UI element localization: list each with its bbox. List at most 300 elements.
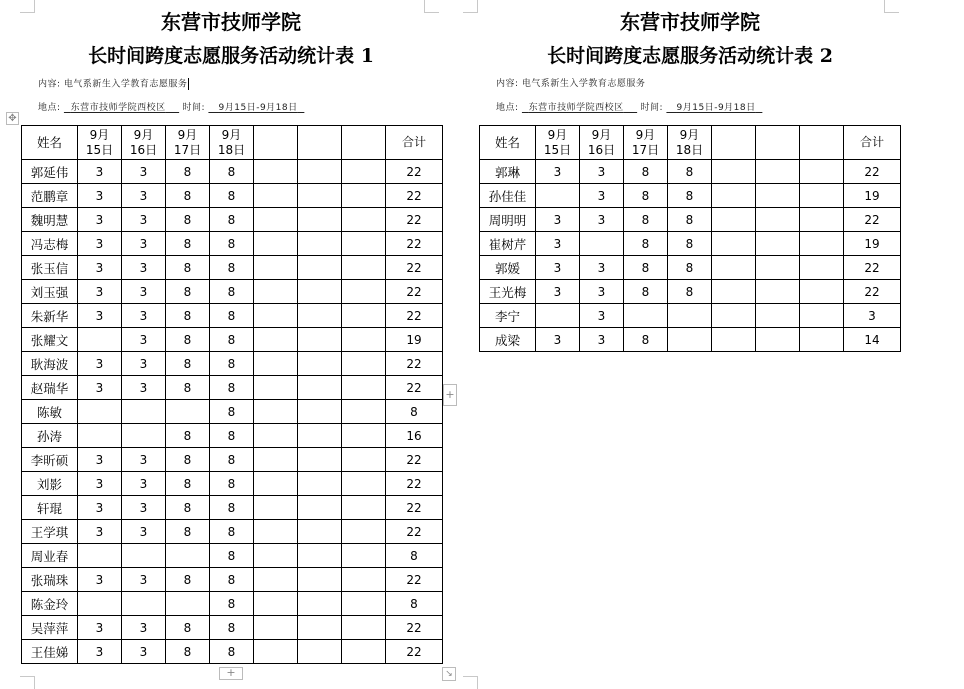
empty-cell[interactable] [756, 184, 800, 208]
add-column-handle-icon[interactable]: + [443, 384, 457, 406]
table-row [22, 160, 443, 184]
total-cell[interactable]: 22 [844, 208, 901, 232]
empty-cell[interactable] [712, 328, 756, 352]
hours-cell[interactable] [166, 544, 210, 568]
hours-cell[interactable] [122, 400, 166, 424]
empty-cell[interactable] [254, 496, 298, 520]
name-cell[interactable]: 陈金玲 [22, 592, 78, 616]
name-cell[interactable]: 范鹏章 [22, 184, 78, 208]
hours-cell[interactable]: 8 [210, 256, 254, 280]
hours-cell[interactable]: 8 [210, 568, 254, 592]
time-value: 9月15日-9月18日 [676, 103, 756, 113]
total-cell[interactable]: 22 [844, 280, 901, 304]
empty-cell[interactable] [254, 616, 298, 640]
hours-cell[interactable]: 3 [580, 280, 624, 304]
hours-cell[interactable]: 8 [668, 256, 712, 280]
name-cell[interactable]: 王学琪 [22, 520, 78, 544]
hours-cell[interactable]: 8 [210, 616, 254, 640]
name-cell[interactable]: 朱新华 [22, 304, 78, 328]
name-cell[interactable]: 刘玉强 [22, 280, 78, 304]
empty-cell[interactable] [756, 126, 800, 160]
hours-cell[interactable]: 3 [78, 160, 122, 184]
total-cell[interactable]: 22 [386, 376, 443, 400]
name-cell[interactable]: 孙佳佳 [480, 184, 536, 208]
empty-cell[interactable] [254, 328, 298, 352]
hours-cell[interactable] [536, 184, 580, 208]
empty-cell[interactable] [342, 352, 386, 376]
hours-cell[interactable] [536, 304, 580, 328]
table-move-handle-icon[interactable]: ✥ [6, 112, 19, 125]
hours-cell[interactable]: 8 [166, 352, 210, 376]
empty-cell[interactable] [254, 256, 298, 280]
hours-cell[interactable] [122, 424, 166, 448]
hours-cell[interactable]: 8 [166, 256, 210, 280]
header-day[interactable] [166, 126, 210, 160]
hours-cell[interactable]: 3 [536, 280, 580, 304]
hours-cell[interactable]: 3 [122, 472, 166, 496]
header-date: 17日 [631, 142, 660, 157]
hours-cell[interactable]: 3 [122, 232, 166, 256]
empty-cell[interactable] [712, 160, 756, 184]
header-day[interactable] [580, 126, 624, 160]
name-cell[interactable]: 轩琨 [22, 496, 78, 520]
time-label: 时间: [640, 103, 664, 113]
hours-cell[interactable]: 3 [122, 280, 166, 304]
name-cell[interactable]: 魏明慧 [22, 208, 78, 232]
empty-cell[interactable] [254, 472, 298, 496]
empty-cell[interactable] [712, 280, 756, 304]
hours-cell[interactable]: 8 [210, 640, 254, 664]
total-cell[interactable]: 22 [386, 568, 443, 592]
hours-cell[interactable]: 8 [210, 448, 254, 472]
hours-cell[interactable]: 3 [122, 376, 166, 400]
empty-cell[interactable] [712, 126, 756, 160]
hours-cell[interactable]: 3 [78, 472, 122, 496]
name-cell[interactable]: 赵瑞华 [22, 376, 78, 400]
empty-cell[interactable] [800, 304, 844, 328]
hours-cell[interactable]: 8 [624, 328, 668, 352]
total-cell[interactable]: 22 [386, 280, 443, 304]
hours-cell[interactable]: 8 [210, 280, 254, 304]
add-row-handle-icon[interactable]: + [219, 667, 243, 680]
hours-cell[interactable]: 8 [166, 496, 210, 520]
total-cell[interactable]: 22 [386, 520, 443, 544]
hours-cell[interactable]: 8 [166, 448, 210, 472]
hours-cell[interactable]: 8 [668, 184, 712, 208]
name-cell[interactable]: 李宁 [480, 304, 536, 328]
empty-cell[interactable] [298, 160, 342, 184]
empty-cell[interactable] [298, 496, 342, 520]
name-cell[interactable]: 郭延伟 [22, 160, 78, 184]
empty-cell[interactable] [342, 376, 386, 400]
header-day[interactable] [78, 126, 122, 160]
hours-cell[interactable]: 3 [122, 304, 166, 328]
hours-cell[interactable] [166, 400, 210, 424]
table-row [22, 400, 443, 424]
empty-cell[interactable] [342, 520, 386, 544]
empty-cell[interactable] [712, 304, 756, 328]
empty-cell[interactable] [254, 160, 298, 184]
empty-cell[interactable] [342, 160, 386, 184]
empty-cell[interactable] [254, 376, 298, 400]
name-cell[interactable]: 崔树芹 [480, 232, 536, 256]
total-cell[interactable]: 19 [844, 232, 901, 256]
hours-cell[interactable]: 8 [210, 232, 254, 256]
empty-cell[interactable] [298, 448, 342, 472]
hours-cell[interactable]: 3 [122, 184, 166, 208]
header-day[interactable] [624, 126, 668, 160]
hours-cell[interactable]: 3 [122, 448, 166, 472]
empty-cell[interactable] [254, 568, 298, 592]
empty-cell[interactable] [342, 304, 386, 328]
total-cell[interactable]: 22 [386, 208, 443, 232]
name-cell[interactable]: 吴萍萍 [22, 616, 78, 640]
hours-cell[interactable]: 3 [78, 304, 122, 328]
empty-cell[interactable] [756, 208, 800, 232]
hours-cell[interactable]: 8 [210, 352, 254, 376]
name-cell[interactable]: 李昕硕 [22, 448, 78, 472]
name-cell[interactable]: 孙涛 [22, 424, 78, 448]
empty-cell[interactable] [800, 160, 844, 184]
total-cell[interactable]: 22 [386, 496, 443, 520]
empty-cell[interactable] [342, 184, 386, 208]
empty-cell[interactable] [298, 280, 342, 304]
empty-cell[interactable] [342, 544, 386, 568]
hours-cell[interactable]: 8 [624, 208, 668, 232]
hours-cell[interactable]: 3 [78, 280, 122, 304]
total-cell[interactable]: 8 [386, 544, 443, 568]
hours-cell[interactable]: 3 [580, 256, 624, 280]
empty-cell[interactable] [712, 232, 756, 256]
name-cell[interactable]: 张瑞珠 [22, 568, 78, 592]
total-cell[interactable]: 22 [386, 640, 443, 664]
name-cell[interactable]: 郭媛 [480, 256, 536, 280]
empty-cell[interactable] [712, 184, 756, 208]
total-cell[interactable]: 22 [386, 160, 443, 184]
total-cell[interactable]: 8 [386, 592, 443, 616]
empty-cell[interactable] [298, 592, 342, 616]
hours-cell[interactable]: 8 [210, 184, 254, 208]
empty-cell[interactable] [298, 472, 342, 496]
empty-cell[interactable] [342, 400, 386, 424]
hours-cell[interactable]: 3 [580, 208, 624, 232]
empty-cell[interactable] [342, 280, 386, 304]
hours-cell[interactable]: 3 [78, 208, 122, 232]
hours-cell[interactable]: 8 [210, 400, 254, 424]
hours-cell[interactable]: 3 [78, 496, 122, 520]
hours-cell[interactable] [166, 592, 210, 616]
header-day[interactable] [210, 126, 254, 160]
empty-cell[interactable] [342, 126, 386, 160]
empty-cell[interactable] [756, 304, 800, 328]
empty-cell[interactable] [756, 328, 800, 352]
hours-cell[interactable]: 3 [122, 352, 166, 376]
hours-cell[interactable] [624, 304, 668, 328]
header-total[interactable]: 合计 [844, 126, 901, 160]
hours-cell[interactable]: 8 [210, 544, 254, 568]
hours-cell[interactable]: 8 [166, 184, 210, 208]
hours-cell[interactable]: 3 [78, 256, 122, 280]
hours-cell[interactable]: 8 [668, 232, 712, 256]
total-cell[interactable]: 22 [386, 352, 443, 376]
total-cell[interactable]: 16 [386, 424, 443, 448]
hours-cell[interactable]: 3 [78, 520, 122, 544]
hours-cell[interactable]: 3 [536, 208, 580, 232]
empty-cell[interactable] [298, 232, 342, 256]
name-cell[interactable]: 陈敏 [22, 400, 78, 424]
empty-cell[interactable] [254, 280, 298, 304]
hours-cell[interactable]: 3 [580, 328, 624, 352]
hours-cell[interactable] [668, 304, 712, 328]
empty-cell[interactable] [342, 616, 386, 640]
hours-cell[interactable]: 8 [210, 328, 254, 352]
hours-cell[interactable]: 8 [166, 472, 210, 496]
hours-cell[interactable]: 8 [210, 160, 254, 184]
empty-cell[interactable] [342, 448, 386, 472]
place-time-line[interactable] [38, 102, 304, 114]
hours-cell[interactable]: 8 [166, 208, 210, 232]
total-cell[interactable]: 22 [386, 472, 443, 496]
hours-cell[interactable]: 8 [166, 376, 210, 400]
name-cell[interactable]: 王光梅 [480, 280, 536, 304]
hours-cell[interactable]: 8 [624, 280, 668, 304]
total-cell[interactable]: 3 [844, 304, 901, 328]
hours-cell[interactable]: 3 [580, 304, 624, 328]
empty-cell[interactable] [298, 376, 342, 400]
table-row [22, 472, 443, 496]
hours-cell[interactable]: 8 [668, 160, 712, 184]
hours-cell[interactable]: 3 [580, 184, 624, 208]
header-month: 9月 [133, 127, 154, 142]
hours-cell[interactable]: 8 [624, 232, 668, 256]
hours-cell[interactable]: 8 [668, 208, 712, 232]
hours-cell[interactable]: 3 [78, 640, 122, 664]
empty-cell[interactable] [254, 126, 298, 160]
table-row [480, 304, 901, 328]
total-cell[interactable]: 22 [386, 616, 443, 640]
empty-cell[interactable] [712, 208, 756, 232]
hours-cell[interactable]: 3 [536, 328, 580, 352]
empty-cell[interactable] [298, 328, 342, 352]
empty-cell[interactable] [254, 304, 298, 328]
empty-cell[interactable] [298, 544, 342, 568]
name-cell[interactable]: 冯志梅 [22, 232, 78, 256]
empty-cell[interactable] [298, 208, 342, 232]
empty-cell[interactable] [342, 232, 386, 256]
empty-cell[interactable] [342, 472, 386, 496]
hours-cell[interactable]: 8 [166, 160, 210, 184]
hours-cell[interactable]: 8 [624, 184, 668, 208]
hours-cell[interactable]: 3 [122, 616, 166, 640]
empty-cell[interactable] [756, 232, 800, 256]
total-cell[interactable]: 22 [386, 304, 443, 328]
name-cell[interactable]: 刘影 [22, 472, 78, 496]
empty-cell[interactable] [756, 280, 800, 304]
empty-cell[interactable] [254, 592, 298, 616]
hours-cell[interactable]: 3 [78, 184, 122, 208]
hours-cell[interactable]: 8 [624, 160, 668, 184]
hours-cell[interactable] [122, 544, 166, 568]
name-cell[interactable]: 成梁 [480, 328, 536, 352]
total-cell[interactable]: 8 [386, 400, 443, 424]
empty-cell[interactable] [298, 616, 342, 640]
empty-cell[interactable] [756, 160, 800, 184]
hours-cell[interactable]: 8 [166, 520, 210, 544]
hours-cell[interactable]: 3 [78, 376, 122, 400]
content-line[interactable] [38, 78, 189, 91]
header-day[interactable] [668, 126, 712, 160]
total-cell[interactable]: 19 [844, 184, 901, 208]
hours-cell[interactable]: 8 [210, 472, 254, 496]
hours-cell[interactable]: 3 [122, 496, 166, 520]
hours-cell[interactable]: 8 [166, 424, 210, 448]
empty-cell[interactable] [298, 520, 342, 544]
hours-cell[interactable]: 3 [78, 616, 122, 640]
empty-cell[interactable] [254, 184, 298, 208]
hours-cell[interactable] [122, 592, 166, 616]
hours-cell[interactable]: 8 [210, 424, 254, 448]
content-line[interactable] [496, 78, 645, 90]
total-cell[interactable]: 22 [386, 232, 443, 256]
empty-cell[interactable] [342, 640, 386, 664]
empty-cell[interactable] [756, 256, 800, 280]
hours-cell[interactable]: 3 [580, 160, 624, 184]
hours-cell[interactable]: 8 [668, 280, 712, 304]
empty-cell[interactable] [298, 126, 342, 160]
empty-cell[interactable] [342, 424, 386, 448]
name-cell[interactable]: 周明明 [480, 208, 536, 232]
name-cell[interactable]: 周业春 [22, 544, 78, 568]
total-cell[interactable]: 22 [844, 160, 901, 184]
total-cell[interactable]: 19 [386, 328, 443, 352]
hours-cell[interactable]: 8 [166, 232, 210, 256]
empty-cell[interactable] [298, 640, 342, 664]
empty-cell[interactable] [254, 424, 298, 448]
empty-cell[interactable] [254, 448, 298, 472]
hours-cell[interactable]: 3 [78, 352, 122, 376]
empty-cell[interactable] [254, 232, 298, 256]
empty-cell[interactable] [800, 208, 844, 232]
table-resize-handle-icon[interactable]: ↘ [442, 667, 456, 681]
empty-cell[interactable] [342, 496, 386, 520]
hours-cell[interactable]: 8 [210, 304, 254, 328]
hours-cell[interactable] [580, 232, 624, 256]
hours-cell[interactable]: 8 [210, 376, 254, 400]
empty-cell[interactable] [254, 400, 298, 424]
empty-cell[interactable] [254, 640, 298, 664]
hours-cell[interactable]: 3 [122, 640, 166, 664]
empty-cell[interactable] [800, 280, 844, 304]
header-date: 18日 [675, 142, 704, 157]
hours-cell[interactable] [78, 544, 122, 568]
hours-cell[interactable] [78, 400, 122, 424]
total-cell[interactable]: 22 [844, 256, 901, 280]
hours-cell[interactable]: 3 [122, 256, 166, 280]
empty-cell[interactable] [342, 568, 386, 592]
empty-cell[interactable] [712, 256, 756, 280]
name-cell[interactable]: 张玉信 [22, 256, 78, 280]
empty-cell[interactable] [298, 184, 342, 208]
hours-cell[interactable]: 8 [166, 568, 210, 592]
empty-cell[interactable] [800, 256, 844, 280]
hours-cell[interactable] [78, 592, 122, 616]
name-cell[interactable]: 耿海波 [22, 352, 78, 376]
hours-cell[interactable]: 8 [210, 496, 254, 520]
hours-cell[interactable]: 8 [210, 592, 254, 616]
hours-cell[interactable]: 8 [210, 520, 254, 544]
hours-cell[interactable]: 3 [122, 520, 166, 544]
empty-cell[interactable] [298, 256, 342, 280]
hours-cell[interactable] [78, 328, 122, 352]
table-row [480, 256, 901, 280]
place-time-line[interactable] [496, 102, 762, 114]
empty-cell[interactable] [800, 126, 844, 160]
hours-cell[interactable]: 3 [536, 232, 580, 256]
hours-cell[interactable]: 3 [78, 568, 122, 592]
hours-cell[interactable]: 3 [122, 328, 166, 352]
empty-cell[interactable] [298, 424, 342, 448]
hours-cell[interactable]: 8 [166, 640, 210, 664]
total-cell[interactable]: 22 [386, 184, 443, 208]
header-day[interactable] [536, 126, 580, 160]
empty-cell[interactable] [800, 232, 844, 256]
header-total[interactable]: 合计 [386, 126, 443, 160]
header-date: 17日 [173, 142, 202, 157]
empty-cell[interactable] [342, 208, 386, 232]
empty-cell[interactable] [254, 544, 298, 568]
name-cell[interactable]: 郭琳 [480, 160, 536, 184]
total-cell[interactable]: 22 [386, 256, 443, 280]
empty-cell[interactable] [800, 328, 844, 352]
place-value: 东营市技师学院西校区 [528, 103, 624, 113]
empty-cell[interactable] [298, 304, 342, 328]
hours-cell[interactable]: 8 [210, 208, 254, 232]
empty-cell[interactable] [298, 568, 342, 592]
hours-cell[interactable] [78, 424, 122, 448]
empty-cell[interactable] [342, 592, 386, 616]
header-name[interactable]: 姓名 [22, 126, 78, 160]
header-day[interactable] [122, 126, 166, 160]
total-cell[interactable]: 14 [844, 328, 901, 352]
hours-cell[interactable]: 8 [166, 280, 210, 304]
hours-cell[interactable]: 3 [122, 160, 166, 184]
hours-cell[interactable]: 3 [78, 448, 122, 472]
empty-cell[interactable] [342, 256, 386, 280]
name-cell[interactable]: 王佳娣 [22, 640, 78, 664]
name-cell[interactable]: 张耀文 [22, 328, 78, 352]
content-label: 内容: [496, 79, 519, 89]
empty-cell[interactable] [298, 352, 342, 376]
hours-cell[interactable]: 3 [536, 256, 580, 280]
hours-cell[interactable]: 3 [536, 160, 580, 184]
total-cell[interactable]: 22 [386, 448, 443, 472]
hours-cell[interactable] [668, 328, 712, 352]
empty-cell[interactable] [342, 328, 386, 352]
empty-cell[interactable] [800, 184, 844, 208]
hours-cell[interactable]: 8 [166, 616, 210, 640]
hours-cell[interactable]: 3 [122, 208, 166, 232]
empty-cell[interactable] [254, 208, 298, 232]
empty-cell[interactable] [298, 400, 342, 424]
hours-cell[interactable]: 3 [122, 568, 166, 592]
header-name[interactable]: 姓名 [480, 126, 536, 160]
empty-cell[interactable] [254, 352, 298, 376]
hours-cell[interactable]: 8 [166, 304, 210, 328]
hours-cell[interactable]: 3 [78, 232, 122, 256]
empty-cell[interactable] [254, 520, 298, 544]
hours-cell[interactable]: 8 [624, 256, 668, 280]
hours-cell[interactable]: 8 [166, 328, 210, 352]
